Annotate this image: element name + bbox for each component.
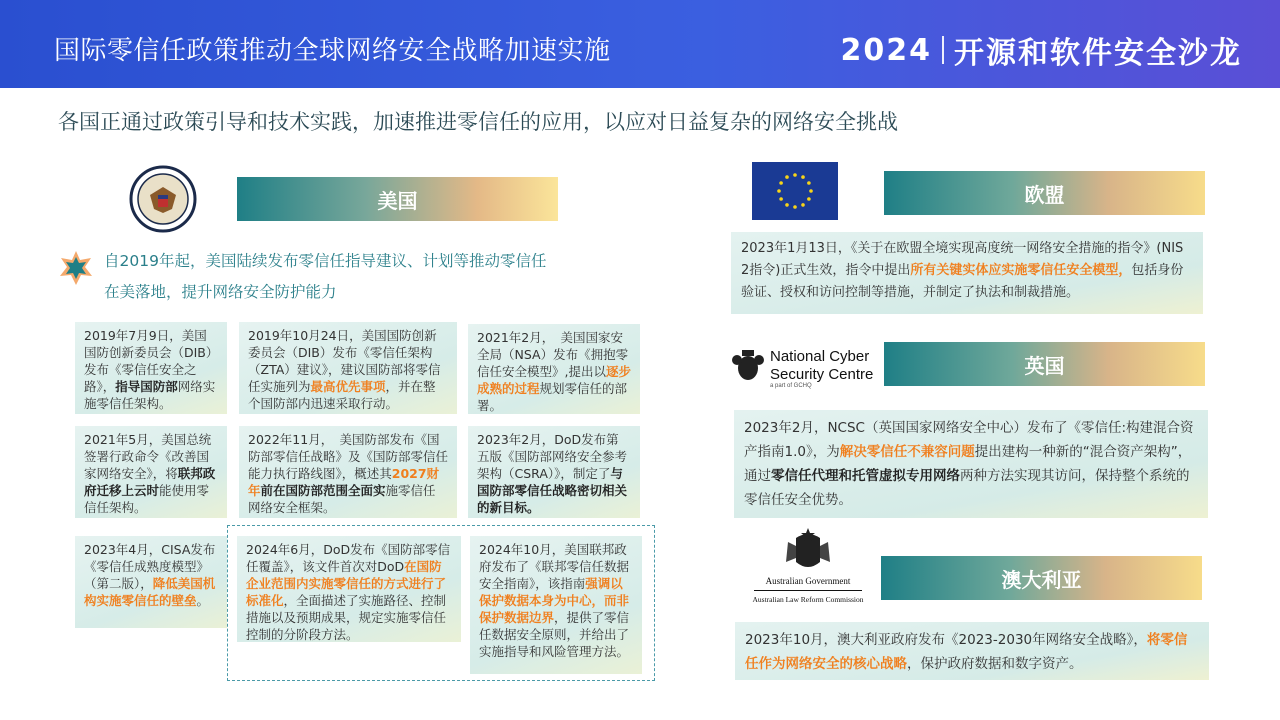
- brand-logo: [841, 30, 1243, 70]
- au-logo-line-2: Australian Law Reform Commission: [752, 595, 864, 604]
- us-card-2019-07: [75, 322, 227, 414]
- eu-star-icon: [777, 189, 781, 193]
- eu-star-icon: [793, 173, 797, 177]
- eu-star-icon: [785, 175, 789, 179]
- eu-star-icon: [793, 205, 797, 209]
- eu-star-icon: [809, 189, 813, 193]
- eu-star-icon: [779, 197, 783, 201]
- region-label-us: [237, 177, 558, 221]
- body-text: 施零信任网络安全框架。: [248, 483, 436, 515]
- body-text: 2024年6月，DoD发布《国防部零信任覆盖》，该文件首次对DoD: [246, 542, 451, 574]
- ncsc-logo-line-2: Security Centre: [770, 366, 874, 383]
- body-text: 2024年10月，美国联邦政府发布了《联邦零信任数据安全指南》，该指南: [479, 542, 630, 591]
- body-text: 包括身份验证、授权和访问控制等措施，并制定了执法和制裁措施。: [741, 263, 1184, 300]
- body-text: ，保护政府数据和数字资产。: [907, 656, 1083, 672]
- body-text: 提出建构一种新的“混合资产架构”，通过: [744, 444, 1192, 484]
- eu-star-icon: [785, 203, 789, 207]
- region-label-eu-text: 欧盟: [1024, 182, 1065, 207]
- body-text: 2023年2月，DoD发布第五版《国防部网络安全参考架构（CSRA）》，制定了: [477, 432, 628, 481]
- ncsc-logo-sub: a part of GCHQ: [770, 383, 812, 389]
- eu-star-icon: [801, 203, 805, 207]
- brand-year: 2024: [840, 32, 932, 68]
- body-text: ，并在整个国防部内迅速采取行动。: [248, 379, 436, 411]
- header-banner: [0, 0, 1280, 88]
- us-card-2024-06: [237, 536, 461, 642]
- us-intro-line-2: 在美落地，提升网络安全防护能力: [104, 283, 337, 301]
- eu-star-icon: [779, 181, 783, 185]
- body-text: 2023年10月，澳大利亚政府发布《2023-2030年网络安全战略》，: [745, 632, 1147, 648]
- body-text: 能使用零信任架构。: [84, 483, 210, 515]
- region-label-uk-text: 英国: [1024, 353, 1065, 378]
- eu-flag-icon: [752, 162, 838, 220]
- region-label-uk: [884, 342, 1205, 386]
- eu-policy-box: [731, 232, 1203, 314]
- highlight-text: 解决零信任不兼容问题: [839, 444, 975, 460]
- page-subtitle: 各国正通过政策引导和技术实践，加速推进零信任的应用，以应对日益复杂的网络安全挑战: [58, 110, 898, 134]
- highlight-text: 2027财年: [248, 466, 440, 498]
- region-label-us-text: 美国: [377, 188, 418, 213]
- body-text: ，提供了零信任数据安全原则，并给出了实施指导和风险管理方法。: [479, 610, 630, 659]
- body-text: 2023年2月，NCSC（英国国家网络安全中心）发布了《零信任:构建混合资产指南1.0》，为: [744, 420, 1194, 460]
- bold-text: 联邦政府迁移上云时: [84, 466, 216, 498]
- body-text: 2023年1月13日，《关于在欧盟全境实现高度统一网络安全措施的指令》(NIS 2指令)正式生效，指令中提出: [741, 241, 1184, 278]
- brand-name: 开源和软件安全沙龙: [954, 36, 1242, 71]
- eu-star-icon: [801, 175, 805, 179]
- us-card-2021-02: [468, 324, 640, 414]
- body-text: 2021年5月，美国总统签署行政命令《改善国家网络安全》，将: [84, 432, 212, 481]
- body-text: 2019年10月24日，美国国防创新委员会（DIB）发布《零信任架构（ZTA）建议》，建议国防部将零信任实施列为: [248, 328, 441, 394]
- australian-crest-icon: [752, 528, 864, 576]
- eu-star-icon: [807, 197, 811, 201]
- body-text: 网络实施零信任架构。: [84, 379, 216, 411]
- us-house-seal-icon: [128, 165, 198, 233]
- us-card-2021-05: [75, 426, 227, 518]
- bold-text: 与国防部零信任战略密切相关的新目标。: [477, 466, 628, 515]
- au-logo-line-1: Australian Government: [765, 576, 851, 586]
- body-text: 2019年7月9日，美国国防创新委员会（DIB）发布《零信任安全之路》，: [84, 328, 213, 394]
- body-text: 2021年2月， 美国国家安全局（NSA）发布《拥抱零信任安全模型》,提出以: [477, 330, 629, 379]
- us-card-2024-10: [470, 536, 642, 674]
- ncsc-crest-icon: [728, 346, 768, 386]
- page-title: 国际零信任政策推动全球网络安全战略加速实施: [54, 36, 611, 66]
- highlight-text: 降低美国机构实施零信任的壁垒: [84, 576, 216, 608]
- body-text: 两种方法实现其访问，保持整个系统的零信任安全优势。: [744, 468, 1190, 508]
- au-policy-box: [735, 622, 1209, 680]
- bold-text: 零信任代理和托管虚拟专用网络: [771, 468, 960, 484]
- us-card-2023-02: [468, 426, 640, 518]
- highlight-text: 最高优先事项: [310, 379, 386, 394]
- bold-text: 指导国防部: [115, 379, 178, 394]
- uk-policy-box: [734, 410, 1208, 518]
- au-logo-divider: [754, 590, 862, 591]
- highlight-text: 所有关键实体应实施零信任安全模型，: [910, 263, 1132, 278]
- us-card-2023-04: [75, 536, 227, 628]
- bold-text: 前在国防部范围全面实: [260, 483, 386, 498]
- region-label-au-text: 澳大利亚: [1001, 567, 1082, 592]
- us-card-2022-11: [239, 426, 457, 518]
- body-text: 规划零信任的部署。: [477, 381, 628, 413]
- highlight-text: 逐步成熟的过程: [477, 364, 631, 396]
- highlight-text: 将零信任作为网络安全的核心战略: [745, 632, 1188, 672]
- us-intro-line-1: 自2019年起，美国陆续发布零信任指导建议、计划等推动零信任: [104, 252, 547, 270]
- highlight-text: 强调以保护数据本身为中心，而非保护数据边界: [479, 576, 630, 625]
- highlight-text: 在国防企业范围内实施零信任的方式进行了标准化: [246, 559, 447, 608]
- us-intro-text: [104, 246, 624, 308]
- region-label-au: [881, 556, 1202, 600]
- star-bullet-icon: [58, 250, 94, 286]
- region-label-eu: [884, 171, 1205, 215]
- body-text: ，全面描述了实施路径、控制措施以及预期成果，规定实施零信任控制的分阶段方法。: [246, 593, 447, 642]
- ncsc-logo-line-1: National Cyber: [770, 348, 870, 365]
- brand-divider: [942, 36, 944, 64]
- body-text: 2022年11月， 美国防部发布《国防部零信任战略》及《国防部零信任能力执行路线图》，概述其: [248, 432, 449, 481]
- ncsc-logo-text: [770, 348, 873, 384]
- eu-star-icon: [807, 181, 811, 185]
- us-card-2019-10: [239, 322, 457, 414]
- body-text: 2023年4月，CISA发布《零信任成熟度模型》（第二版），: [84, 542, 216, 591]
- body-text: 。: [196, 593, 210, 608]
